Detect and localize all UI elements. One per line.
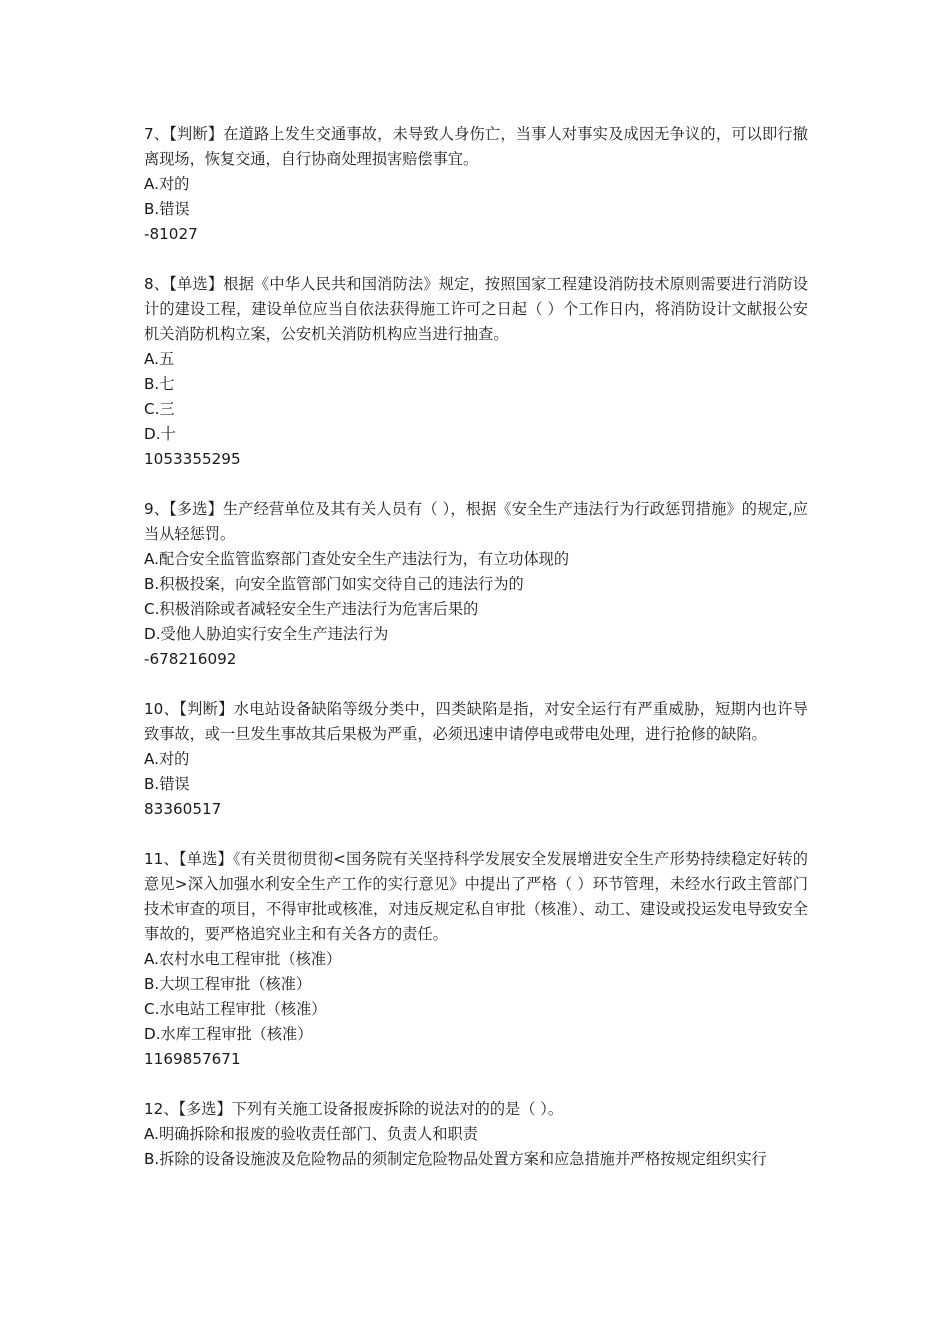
option-d: D.水库工程审批（核准）	[144, 1025, 313, 1043]
option-a: A.配合安全监管监察部门查处安全生产违法行为，有立功体现的	[144, 550, 570, 568]
option-b: B.错误	[144, 775, 190, 793]
question-stem: 8、【单选】根据《中华人民共和国消防法》规定，按照国家工程建设消防技术原则需要进行消防设计的建设工程，建设单位应当自依法获得施工许可之日起（ ）个工作日内，将消防设计文献报公安机关消防机构立案，公安机关消防机构应当进行抽查。	[144, 275, 808, 343]
option-d: D.受他人胁迫实行安全生产违法行为	[144, 625, 389, 643]
question-code: -678216092	[144, 650, 237, 668]
option-b: B.错误	[144, 200, 190, 218]
document-body	[144, 122, 808, 1197]
option-b: B.七	[144, 375, 175, 393]
option-a: A.对的	[144, 750, 190, 768]
option-b: B.大坝工程审批（核准）	[144, 975, 312, 993]
option-a: A.五	[144, 350, 175, 368]
question-7	[144, 122, 808, 247]
option-c: C.积极消除或者减轻安全生产违法行为危害后果的	[144, 600, 479, 618]
option-b: B.积极投案，向安全监管部门如实交待自己的违法行为的	[144, 575, 524, 593]
question-9	[144, 497, 808, 672]
question-8	[144, 272, 808, 472]
question-code: 83360517	[144, 800, 222, 818]
option-c: C.三	[144, 400, 175, 418]
option-d: D.十	[144, 425, 176, 443]
option-c: C.水电站工程审批（核准）	[144, 1000, 327, 1018]
option-a: A.对的	[144, 175, 190, 193]
question-code: 1169857671	[144, 1050, 241, 1068]
question-stem: 12、【多选】下列有关施工设备报废拆除的说法对的的是（ ）。	[144, 1100, 564, 1118]
question-stem: 7、【判断】在道路上发生交通事故，未导致人身伤亡，当事人对事实及成因无争议的，可以即行撤离现场，恢复交通，自行协商处理损害赔偿事宜。	[144, 125, 808, 168]
question-11	[144, 847, 808, 1072]
question-code: 1053355295	[144, 450, 241, 468]
question-stem: 10、【判断】水电站设备缺陷等级分类中，四类缺陷是指，对安全运行有严重威胁，短期内也许导致事故，或一旦发生事故其后果极为严重，必须迅速申请停电或带电处理，进行抢修的缺陷。	[144, 700, 808, 743]
question-code: -81027	[144, 225, 198, 243]
option-a: A.农村水电工程审批（核准）	[144, 950, 342, 968]
option-b: B.拆除的设备设施波及危险物品的须制定危险物品处置方案和应急措施并严格按规定组织实行	[144, 1150, 767, 1168]
question-12	[144, 1097, 808, 1172]
question-stem: 9、【多选】生产经营单位及其有关人员有（ ），根据《安全生产违法行为行政惩罚措施》的规定,应当从轻惩罚。	[144, 500, 808, 543]
question-10	[144, 697, 808, 822]
option-a: A.明确拆除和报废的验收责任部门、负责人和职责	[144, 1125, 478, 1143]
question-stem: 11、【单选】《有关贯彻贯彻<国务院有关坚持科学发展安全发展增进安全生产形势持续稳定好转的意见>深入加强水利安全生产工作的实行意见》中提出了严格（ ）环节管理，未经水行政主管部门技术审查的项目，不得审批或核准，对违反规定私自审批（核准）、动工、建设或投运发电导致安全事故的，要严格追究业主和有关各方的责任。	[144, 850, 808, 943]
